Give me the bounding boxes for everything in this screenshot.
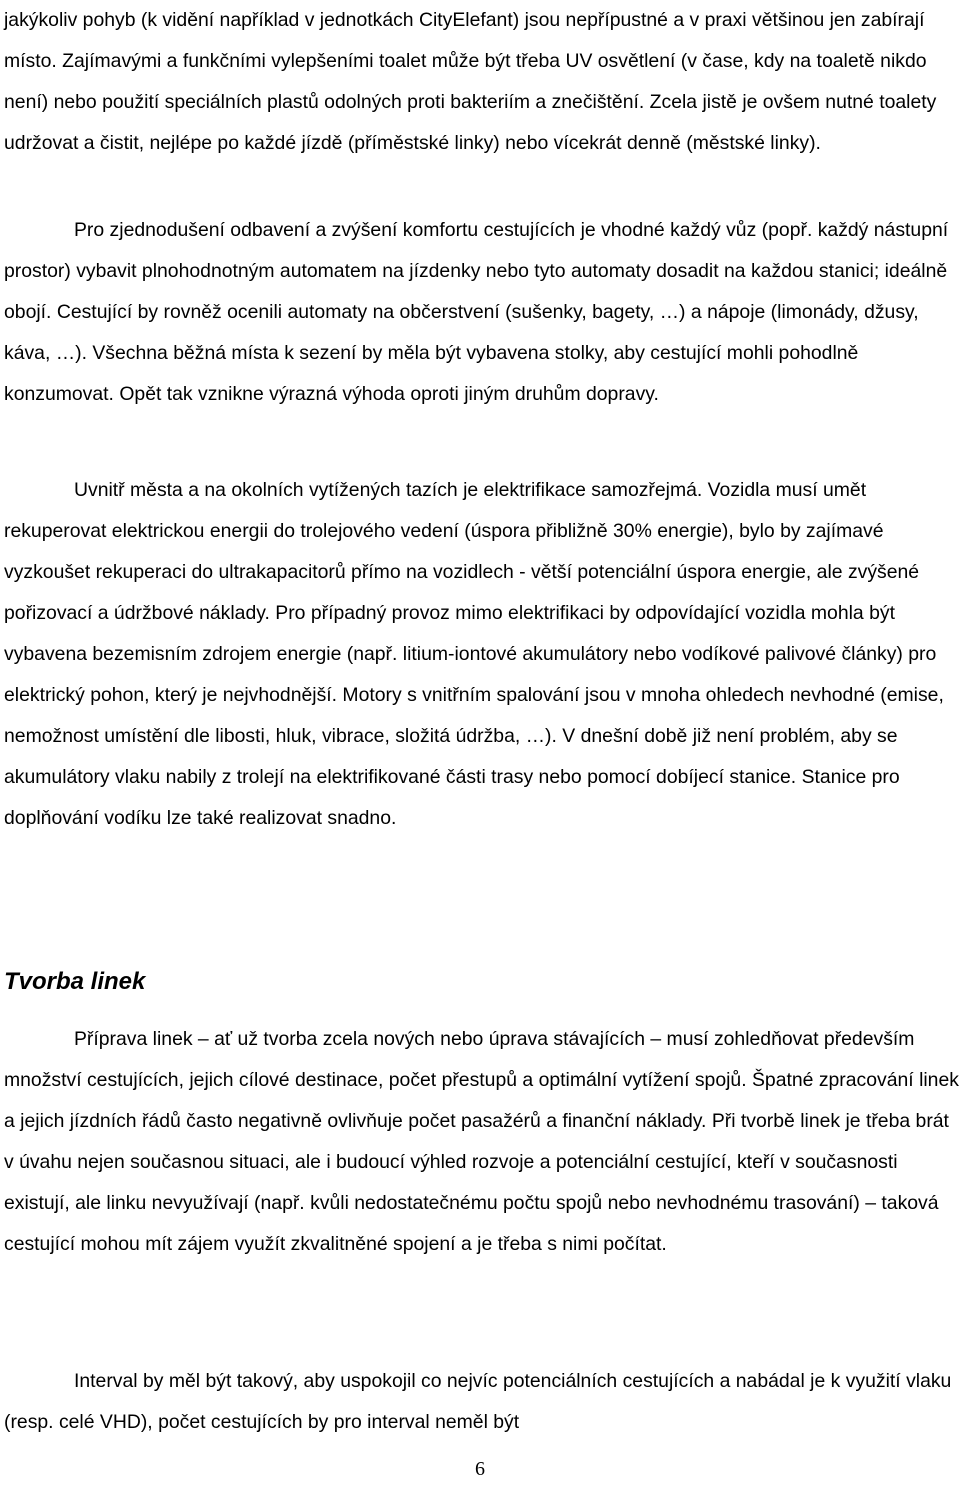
paragraph-electrification: Uvnitř města a na okolních vytížených tazích je elektrifikace samozřejmá. Vozidla musí umět rekuperovat elektrickou energii do trolejového vedení (úspora přibližně 30% energie), bylo by zajímavé vyzkoušet rekuperaci do ultrakapacitorů přímo na vozidlech - větší potenciální úspora energie, ale zvýšené pořizovací a údržbové náklady. Pro případný provoz mimo elektrifikaci by odpovídající vozidla mohla být vybavena bezemisním zdrojem energie (např. litium-iontové akumulátory nebo vodíkové palivové články) pro elektrický pohon, který je nejvhodnější. Motory s vnitřním spalování jsou v mnoha ohledech nevhodné (emise, nemožnost umístění dle libosti, hluk, vibrace, složitá údržba, …). V dnešní době již není problém, aby se akumulátory vlaku nabily z trolejí na elektrifikované části trasy nebo pomocí dobíjecí stanice. Stanice pro doplňování vodíku lze také realizovat snadno. [4,479,944,829]
section-heading: Tvorba linek [4,968,146,995]
paragraph-interval: Interval by měl být takový, aby uspokojil co nejvíc potenciálních cestujících a nabádal je k využití vlaku (resp. celé VHD), počet cestujících by pro interval neměl být [4,1370,952,1433]
paragraph-line-planning: Příprava linek – ať už tvorba zcela nových nebo úprava stávajících – musí zohledňovat především množství cestujících, jejich cílové destinace, počet přestupů a optimální vytížení spojů. Špatné zpracování linek a jejich jízdních řádů často negativně ovlivňuje počet pasažérů a finanční náklady. Při tvorbě linek je třeba brát v úvahu nejen současnou situaci, ale i budoucí výhled rozvoje a potenciální cestující, kteří v současnosti existují, ale linku nevyužívají (např. kvůli nedostatečnému počtu spojů nebo nevhodnému trasování) – taková cestující mohou mít zájem využít zkvalitněné spojení a je třeba s nimi počítat. [4,1028,959,1255]
page-number: 6 [475,1458,485,1480]
paragraph-toilets: jakýkoliv pohyb (k vidění například v jednotkách CityElefant) jsou nepřípustné a v praxi většinou jen zabírají místo. Zajímavými a funkčními vylepšeními toalet může být třeba UV osvětlení (v čase, kdy na toaletě nikdo není) nebo použití speciálních plastů odolných proti bakteriím a znečištění. Zcela jistě je ovšem nutné toalety udržovat a čistit, nejlépe po každé jízdě (příměstské linky) nebo vícekrát denně (městské linky). [4,9,937,154]
paragraph-ticket-machines: Pro zjednodušení odbavení a zvýšení komfortu cestujících je vhodné každý vůz (popř. každý nástupní prostor) vybavit plnohodnotným automatem na jízdenky nebo tyto automaty dosadit na každou stanici; ideálně obojí. Cestující by rovněž ocenili automaty na občerstvení (sušenky, bagety, …) a nápoje (limonády, džusy, káva, …). Všechna běžná místa k sezení by měla být vybavena stolky, aby cestující mohli pohodlně konzumovat. Opět tak vznikne výrazná výhoda oproti jiným druhům dopravy. [4,219,949,405]
